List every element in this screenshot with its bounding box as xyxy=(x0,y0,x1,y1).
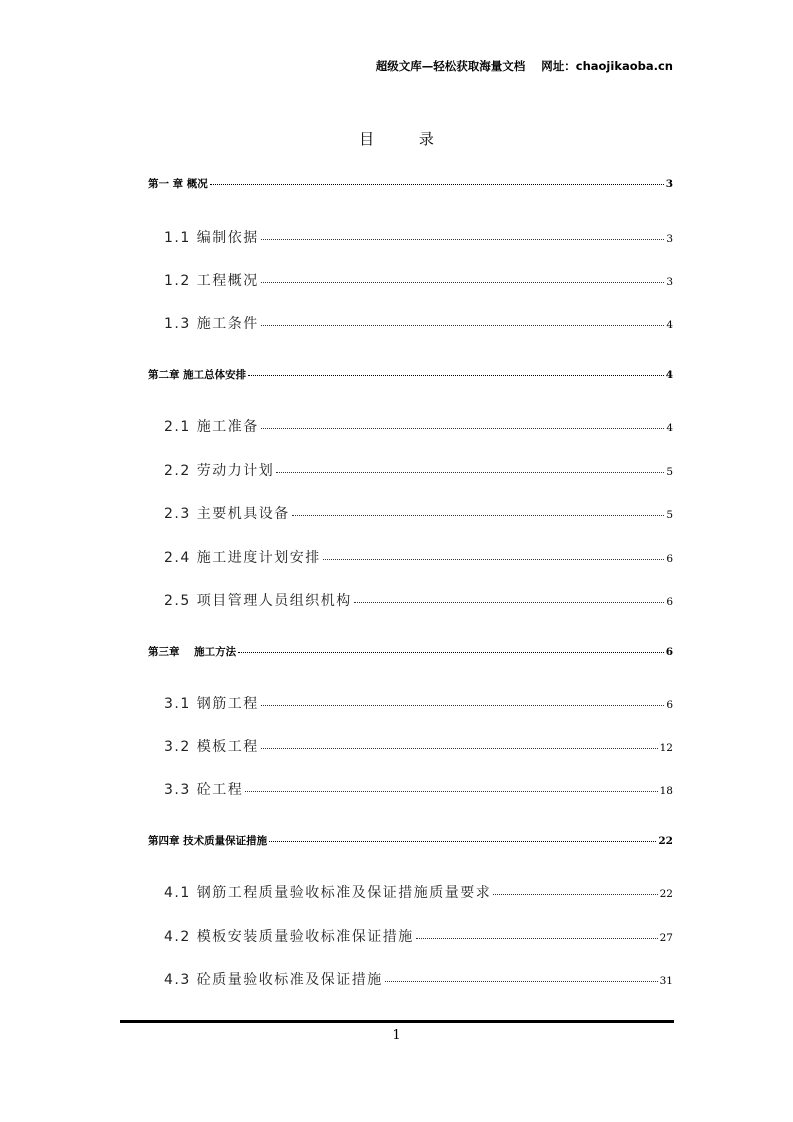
toc-entry-label: 1.1 编制依据 xyxy=(164,230,259,246)
toc-entry-label: 4.2 模板安装质量验收标准保证措施 xyxy=(164,929,414,945)
toc-leader-dots xyxy=(261,238,665,240)
page-header xyxy=(376,58,673,74)
toc-entry-section-4-3[interactable] xyxy=(164,969,673,989)
toc-entry-label: 4.3 砼质量验收标准及保证措施 xyxy=(164,972,383,988)
toc-entry-page: 4 xyxy=(666,422,673,434)
toc-entry-page: 3 xyxy=(666,233,673,245)
toc-entry-page: 22 xyxy=(659,888,673,900)
toc-entry-label: 第三章 施工方法 xyxy=(148,646,237,658)
toc-entry-section-4-2[interactable] xyxy=(164,926,673,946)
toc-entry-label: 3.3 砼工程 xyxy=(164,782,244,798)
toc-leader-dots xyxy=(269,840,656,842)
header-site-name: 超级文库—轻松获取海量文档 xyxy=(375,59,526,73)
toc-entry-section-2-3[interactable] xyxy=(164,503,673,523)
toc-leader-dots xyxy=(238,651,664,653)
toc-entry-label: 第四章 技术质量保证措施 xyxy=(148,835,268,847)
toc-entry-page: 4 xyxy=(665,369,673,381)
toc-entry-page: 31 xyxy=(659,975,673,987)
toc-entry-chapter-1[interactable] xyxy=(148,176,673,191)
footer-divider xyxy=(120,1020,674,1023)
toc-leader-dots xyxy=(493,893,657,895)
toc-entry-page: 27 xyxy=(659,932,673,944)
toc-leader-dots xyxy=(248,374,664,376)
toc-entry-section-4-1[interactable] xyxy=(164,882,673,902)
toc-leader-dots xyxy=(385,980,658,982)
toc-leader-dots xyxy=(245,790,657,792)
toc-entry-section-1-1[interactable] xyxy=(164,227,673,247)
toc-entry-page: 5 xyxy=(666,466,673,478)
toc-entry-section-2-5[interactable] xyxy=(164,590,673,610)
toc-entry-section-2-2[interactable] xyxy=(164,460,673,480)
toc-leader-dots xyxy=(292,514,665,516)
toc-entry-label: 1.3 施工条件 xyxy=(164,316,259,332)
toc-leader-dots xyxy=(261,324,665,326)
toc-entry-label: 第二章 施工总体安排 xyxy=(148,369,247,381)
toc-leader-dots xyxy=(261,427,665,429)
toc-leader-dots xyxy=(354,601,665,603)
toc-entry-page: 6 xyxy=(665,646,673,658)
toc-entry-page: 18 xyxy=(659,785,673,797)
toc-title: 目 录 xyxy=(359,130,454,148)
toc-leader-dots xyxy=(416,937,658,939)
toc-entry-page: 22 xyxy=(658,835,673,847)
toc-entry-page: 6 xyxy=(666,699,673,711)
toc-entry-chapter-4[interactable] xyxy=(148,833,673,848)
toc-entry-page: 5 xyxy=(666,509,673,521)
toc-entry-page: 12 xyxy=(659,742,673,754)
page-number: 1 xyxy=(392,1028,401,1043)
toc-entry-section-1-2[interactable] xyxy=(164,270,673,290)
toc-entry-section-3-1[interactable] xyxy=(164,693,673,713)
toc-leader-dots xyxy=(261,281,665,283)
toc-entry-label: 2.3 主要机具设备 xyxy=(164,506,290,522)
toc-entry-label: 3.2 模板工程 xyxy=(164,739,259,755)
toc-entry-label: 2.1 施工准备 xyxy=(164,419,259,435)
toc-entry-page: 6 xyxy=(666,596,673,608)
header-url: 网址：chaojikaoba.cn xyxy=(541,59,673,73)
toc-leader-dots xyxy=(261,704,665,706)
toc-leader-dots xyxy=(276,471,664,473)
toc-entry-label: 2.2 劳动力计划 xyxy=(164,463,275,479)
toc-leader-dots xyxy=(210,183,664,185)
toc-entry-label: 2.5 项目管理人员组织机构 xyxy=(164,593,352,609)
toc-entry-section-2-1[interactable] xyxy=(164,416,673,436)
toc-entry-chapter-3[interactable] xyxy=(148,644,673,659)
toc-leader-dots xyxy=(261,747,658,749)
toc-entry-chapter-2[interactable] xyxy=(148,367,673,382)
toc-entry-section-1-3[interactable] xyxy=(164,313,673,333)
toc-entry-label: 4.1 钢筋工程质量验收标准及保证措施质量要求 xyxy=(164,885,492,901)
toc-entry-label: 第一 章 概况 xyxy=(148,178,208,190)
toc-entry-section-3-2[interactable] xyxy=(164,736,673,756)
toc-entry-section-3-3[interactable] xyxy=(164,779,673,799)
toc-entry-page: 3 xyxy=(665,178,673,190)
toc-entry-page: 6 xyxy=(666,553,673,565)
toc-entry-label: 2.4 施工进度计划安排 xyxy=(164,550,321,566)
toc-entry-page: 3 xyxy=(666,276,673,288)
toc-entry-label: 1.2 工程概况 xyxy=(164,273,259,289)
toc-leader-dots xyxy=(323,558,665,560)
toc-entry-page: 4 xyxy=(666,319,673,331)
toc-entry-label: 3.1 钢筋工程 xyxy=(164,696,259,712)
toc-entry-section-2-4[interactable] xyxy=(164,547,673,567)
